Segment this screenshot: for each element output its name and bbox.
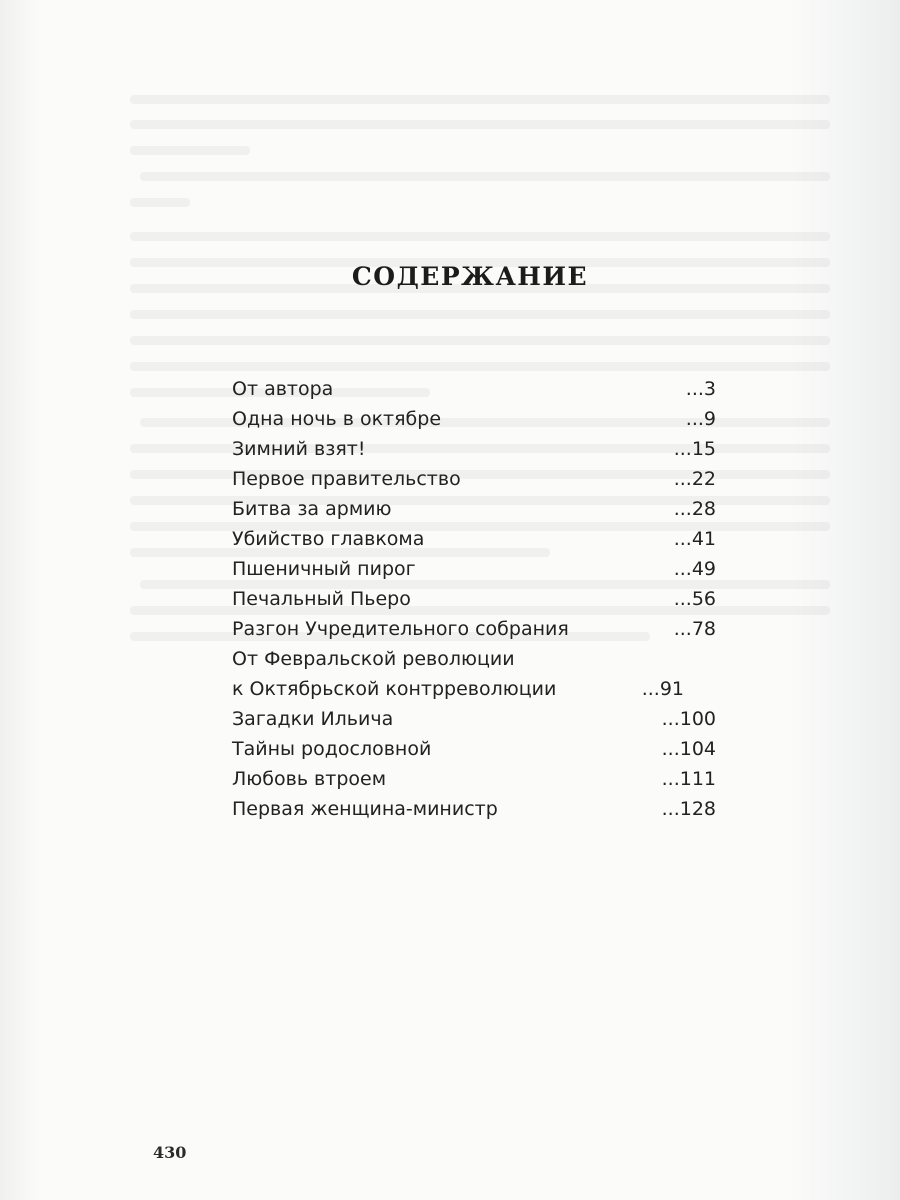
table-of-contents [232, 374, 716, 824]
toc-entry-title: Первая женщина-министр [232, 798, 498, 820]
toc-entry [232, 734, 716, 764]
page-fold-shadow [0, 0, 40, 1200]
toc-entry-page: ...128 [661, 798, 716, 820]
toc-entry-title: От автора [232, 378, 334, 400]
toc-entry-page: ...49 [673, 558, 716, 580]
toc-entry-page: ...41 [673, 528, 716, 550]
toc-entry-page: ...28 [673, 498, 716, 520]
toc-entry-page: ...78 [673, 618, 716, 640]
toc-entry-title: Пшеничный пирог [232, 558, 416, 580]
toc-entry [232, 434, 716, 464]
page-number: 430 [153, 1143, 187, 1162]
toc-entry-page: ...104 [661, 738, 716, 760]
toc-entry [232, 764, 716, 794]
toc-entry [232, 524, 716, 554]
toc-entry-page: ...111 [661, 768, 716, 790]
toc-entry-page: ...91 [641, 678, 684, 700]
toc-entry-title: Убийство главкома [232, 528, 425, 550]
toc-entry [232, 374, 716, 404]
contents-heading: СОДЕРЖАНИЕ [351, 262, 589, 291]
toc-entry [232, 614, 716, 644]
toc-entry-title: От Февральской революции к Октябрьской контрреволюции [232, 648, 557, 700]
toc-entry-page: ...15 [673, 438, 716, 460]
toc-entry [232, 554, 716, 584]
toc-entry [232, 464, 716, 494]
toc-entry-title: Тайны родословной [232, 738, 432, 760]
toc-entry [232, 644, 716, 704]
toc-entry-page: ...100 [661, 708, 716, 730]
toc-entry-title: Зимний взят! [232, 438, 366, 460]
toc-entry-title: Загадки Ильича [232, 708, 394, 730]
toc-entry-title: Одна ночь в октябре [232, 408, 442, 430]
toc-entry-title: Битва за армию [232, 498, 392, 520]
toc-entry-page: ...3 [685, 378, 716, 400]
toc-entry-page: ...22 [673, 468, 716, 490]
toc-entry [232, 494, 716, 524]
toc-entry-title: Любовь втроем [232, 768, 387, 790]
toc-entry-title: Разгон Учредительного собрания [232, 618, 569, 640]
toc-entry-title: Первое правительство [232, 468, 461, 490]
toc-entry [232, 584, 716, 614]
toc-entry [232, 794, 716, 824]
toc-entry [232, 404, 716, 434]
toc-entry-page: ...9 [685, 408, 716, 430]
toc-entry-page: ...56 [673, 588, 716, 610]
toc-entry [232, 704, 716, 734]
toc-entry-title: Печальный Пьеро [232, 588, 411, 610]
